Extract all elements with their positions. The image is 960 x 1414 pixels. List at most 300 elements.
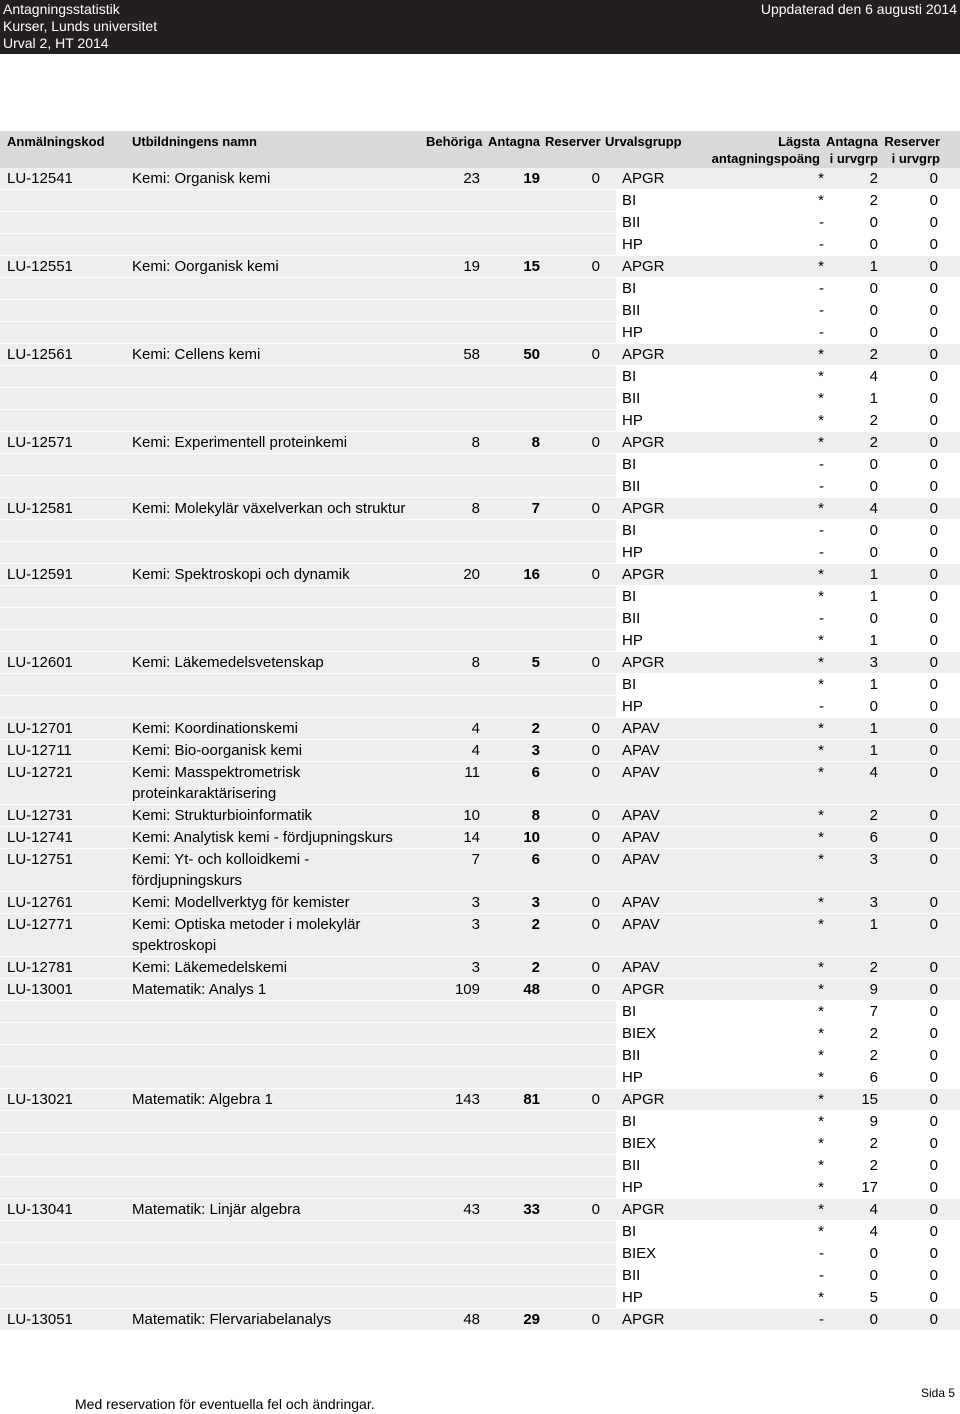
cell-admitted: 10 xyxy=(523,829,540,846)
subgroup-cell-background xyxy=(616,278,960,299)
cell-group: APGR xyxy=(622,1091,665,1108)
cell-code: LU-12731 xyxy=(7,807,73,824)
cell-group: APAV xyxy=(622,851,660,868)
cell-code: LU-12771 xyxy=(7,916,73,933)
cell-reserves-in-group: 0 xyxy=(929,1069,938,1086)
subgroup-row xyxy=(0,211,960,233)
cell-group: BII xyxy=(622,214,641,231)
cell-reserves: 0 xyxy=(591,1091,600,1108)
cell-group: BI xyxy=(622,192,637,209)
cell-group: APAV xyxy=(622,829,660,846)
cell-reserves-in-group: 0 xyxy=(929,236,938,253)
subgroup-cell-background xyxy=(616,1067,960,1088)
cell-code: LU-13021 xyxy=(7,1091,73,1108)
cell-lowest-points: * xyxy=(818,1091,824,1108)
cell-eligible: 7 xyxy=(471,851,480,868)
cell-code: LU-12721 xyxy=(7,764,73,781)
cell-reserves-in-group: 0 xyxy=(929,829,938,846)
cell-group: BI xyxy=(622,522,637,539)
cell-lowest-points: * xyxy=(818,1113,824,1130)
course-row xyxy=(0,804,960,826)
subgroup-cell-background xyxy=(616,1177,960,1198)
cell-admitted-in-group: 1 xyxy=(869,588,878,605)
cell-name: Kemi: Optiska metoder i molekylär spektroskopi xyxy=(132,916,361,954)
cell-admitted-in-group: 0 xyxy=(869,610,878,627)
cell-name: Kemi: Cellens kemi xyxy=(132,346,261,363)
subgroup-row xyxy=(0,1000,960,1022)
cell-group: APAV xyxy=(622,916,660,933)
cell-reserves: 0 xyxy=(591,346,600,363)
cell-lowest-points: * xyxy=(818,390,824,407)
col-admitted-grp-header-2: i urvgrp xyxy=(829,151,878,166)
cell-lowest-points: - xyxy=(819,1311,824,1328)
cell-lowest-points: * xyxy=(818,258,824,275)
cell-group: BII xyxy=(622,1267,641,1284)
course-row xyxy=(0,761,960,804)
cell-lowest-points: * xyxy=(818,676,824,693)
course-row xyxy=(0,651,960,673)
course-row xyxy=(0,826,960,848)
cell-reserves-in-group: 0 xyxy=(929,742,938,759)
subgroup-cell-background xyxy=(616,1243,960,1264)
cell-group: BI xyxy=(622,588,637,605)
course-row xyxy=(0,1308,960,1330)
cell-lowest-points: * xyxy=(818,851,824,868)
subgroup-cell-background xyxy=(616,1045,960,1066)
subgroup-row xyxy=(0,673,960,695)
cell-code: LU-12551 xyxy=(7,258,73,275)
cell-reserves-in-group: 0 xyxy=(929,1289,938,1306)
subgroup-row xyxy=(0,1022,960,1044)
course-row xyxy=(0,913,960,956)
cell-admitted-in-group: 0 xyxy=(869,478,878,495)
cell-admitted-in-group: 2 xyxy=(869,412,878,429)
cell-admitted-in-group: 0 xyxy=(869,1267,878,1284)
cell-reserves-in-group: 0 xyxy=(929,456,938,473)
col-name-header: Utbildningens namn xyxy=(132,134,257,149)
disclaimer: Med reservation för eventuella fel och ändringar. xyxy=(75,1396,375,1412)
cell-name: Kemi: Organisk kemi xyxy=(132,170,271,187)
cell-reserves-in-group: 0 xyxy=(929,1245,938,1262)
cell-admitted: 2 xyxy=(531,916,540,933)
cell-group: BI xyxy=(622,1113,637,1130)
cell-reserves: 0 xyxy=(591,170,600,187)
cell-reserves-in-group: 0 xyxy=(929,1223,938,1240)
cell-reserves-in-group: 0 xyxy=(929,981,938,998)
subgroup-cell-background xyxy=(616,1001,960,1022)
cell-admitted-in-group: 1 xyxy=(869,258,878,275)
cell-reserves: 0 xyxy=(591,500,600,517)
cell-admitted-in-group: 17 xyxy=(861,1179,878,1196)
subgroup-cell-background xyxy=(616,212,960,233)
cell-reserves: 0 xyxy=(591,807,600,824)
cell-admitted-in-group: 5 xyxy=(869,1289,878,1306)
cell-reserves-in-group: 0 xyxy=(929,522,938,539)
cell-lowest-points: * xyxy=(818,764,824,781)
cell-group: HP xyxy=(622,412,643,429)
subgroup-cell-background xyxy=(616,1133,960,1154)
cell-admitted-in-group: 0 xyxy=(869,1311,878,1328)
cell-reserves-in-group: 0 xyxy=(929,851,938,868)
subgroup-cell-background xyxy=(616,190,960,211)
cell-admitted: 6 xyxy=(531,851,540,868)
subgroup-row xyxy=(0,1242,960,1264)
cell-reserves-in-group: 0 xyxy=(929,434,938,451)
subgroup-cell-background xyxy=(616,630,960,651)
cell-name: Kemi: Läkemedelskemi xyxy=(132,959,288,976)
cell-reserves-in-group: 0 xyxy=(929,390,938,407)
cell-admitted-in-group: 1 xyxy=(869,676,878,693)
cell-name: Matematik: Analys 1 xyxy=(132,981,267,998)
subgroup-row xyxy=(0,453,960,475)
subgroup-row xyxy=(0,1286,960,1308)
cell-admitted-in-group: 2 xyxy=(869,434,878,451)
subgroup-row xyxy=(0,1132,960,1154)
report-subtitle: Kurser, Lunds universitet xyxy=(3,18,158,34)
cell-name: Kemi: Molekylär växelverkan och struktur xyxy=(132,500,406,517)
course-row xyxy=(0,1088,960,1110)
cell-name: Kemi: Modellverktyg för kemister xyxy=(132,894,350,911)
subgroup-cell-background xyxy=(616,1265,960,1286)
subgroup-row xyxy=(0,1066,960,1088)
cell-lowest-points: * xyxy=(818,959,824,976)
subgroup-cell-background xyxy=(616,366,960,387)
cell-group: BII xyxy=(622,390,641,407)
cell-lowest-points: * xyxy=(818,412,824,429)
cell-lowest-points: * xyxy=(818,170,824,187)
cell-lowest-points: * xyxy=(818,1179,824,1196)
cell-group: BI xyxy=(622,456,637,473)
cell-admitted: 3 xyxy=(531,742,540,759)
cell-admitted: 33 xyxy=(523,1201,540,1218)
cell-code: LU-12751 xyxy=(7,851,73,868)
cell-lowest-points: * xyxy=(818,434,824,451)
cell-admitted-in-group: 2 xyxy=(869,1157,878,1174)
subgroup-row xyxy=(0,629,960,651)
col-lowest-header-1: Lägsta xyxy=(778,134,820,149)
cell-lowest-points: * xyxy=(818,981,824,998)
cell-admitted-in-group: 1 xyxy=(869,916,878,933)
cell-group: APGR xyxy=(622,981,665,998)
col-reserves-grp-header-1: Reserver xyxy=(884,134,940,149)
cell-group: APGR xyxy=(622,434,665,451)
cell-eligible: 11 xyxy=(464,764,480,781)
cell-code: LU-12781 xyxy=(7,959,73,976)
cell-admitted-in-group: 0 xyxy=(869,1245,878,1262)
cell-eligible: 19 xyxy=(463,258,480,275)
cell-admitted-in-group: 0 xyxy=(869,324,878,341)
cell-reserves-in-group: 0 xyxy=(929,1047,938,1064)
cell-eligible: 4 xyxy=(471,742,480,759)
cell-lowest-points: * xyxy=(818,829,824,846)
cell-admitted: 3 xyxy=(531,894,540,911)
cell-admitted-in-group: 2 xyxy=(869,1025,878,1042)
cell-admitted-in-group: 4 xyxy=(869,1201,878,1218)
cell-reserves: 0 xyxy=(591,894,600,911)
cell-reserves-in-group: 0 xyxy=(929,324,938,341)
cell-group: APGR xyxy=(622,654,665,671)
cell-admitted-in-group: 1 xyxy=(869,566,878,583)
subgroup-row xyxy=(0,607,960,629)
cell-eligible: 8 xyxy=(471,654,480,671)
cell-group: BI xyxy=(622,280,637,297)
subgroup-row xyxy=(0,1264,960,1286)
cell-reserves-in-group: 0 xyxy=(929,610,938,627)
cell-reserves-in-group: 0 xyxy=(929,1267,938,1284)
cell-group: BII xyxy=(622,302,641,319)
cell-admitted-in-group: 0 xyxy=(869,456,878,473)
cell-code: LU-13041 xyxy=(7,1201,73,1218)
subgroup-cell-background xyxy=(616,388,960,409)
cell-reserves-in-group: 0 xyxy=(929,544,938,561)
col-group-header: Urvalsgrupp xyxy=(605,134,682,149)
cell-group: BII xyxy=(622,478,641,495)
cell-group: HP xyxy=(622,632,643,649)
cell-reserves: 0 xyxy=(591,258,600,275)
col-lowest-header-2: antagningspoäng xyxy=(711,151,820,166)
subgroup-row xyxy=(0,1176,960,1198)
cell-reserves-in-group: 0 xyxy=(929,1157,938,1174)
cell-reserves-in-group: 0 xyxy=(929,192,938,209)
cell-admitted: 6 xyxy=(531,764,540,781)
cell-reserves-in-group: 0 xyxy=(929,676,938,693)
cell-eligible: 109 xyxy=(454,981,480,998)
cell-code: LU-12581 xyxy=(7,500,73,517)
subgroup-cell-background xyxy=(616,1111,960,1132)
cell-group: BI xyxy=(622,676,637,693)
cell-group: APGR xyxy=(622,566,665,583)
cell-eligible: 14 xyxy=(463,829,480,846)
cell-reserves-in-group: 0 xyxy=(929,698,938,715)
subgroup-row xyxy=(0,277,960,299)
report-title: Antagningsstatistik xyxy=(3,1,120,17)
cell-reserves: 0 xyxy=(591,434,600,451)
cell-admitted: 5 xyxy=(531,654,540,671)
cell-eligible: 43 xyxy=(463,1201,480,1218)
cell-group: BIEX xyxy=(622,1245,657,1262)
cell-reserves-in-group: 0 xyxy=(929,566,938,583)
subgroup-row xyxy=(0,695,960,717)
cell-group: BIEX xyxy=(622,1135,657,1152)
cell-code: LU-12711 xyxy=(7,742,72,759)
cell-lowest-points: * xyxy=(818,1025,824,1042)
subgroup-cell-background xyxy=(616,476,960,497)
cell-lowest-points: - xyxy=(819,1267,824,1284)
subgroup-row xyxy=(0,365,960,387)
cell-reserves-in-group: 0 xyxy=(929,412,938,429)
cell-lowest-points: * xyxy=(818,916,824,933)
cell-name: Kemi: Spektroskopi och dynamik xyxy=(132,566,350,583)
cell-admitted: 8 xyxy=(531,807,540,824)
subgroup-cell-background xyxy=(616,696,960,717)
cell-admitted-in-group: 1 xyxy=(869,390,878,407)
cell-lowest-points: * xyxy=(818,1069,824,1086)
subgroup-row xyxy=(0,321,960,343)
cell-lowest-points: * xyxy=(818,500,824,517)
cell-reserves-in-group: 0 xyxy=(929,720,938,737)
cell-name: Kemi: Bio-oorganisk kemi xyxy=(132,742,303,759)
cell-group: APGR xyxy=(622,1201,665,1218)
subgroup-cell-background xyxy=(616,1023,960,1044)
cell-reserves: 0 xyxy=(591,1311,600,1328)
cell-admitted-in-group: 4 xyxy=(869,500,878,517)
cell-reserves-in-group: 0 xyxy=(929,170,938,187)
cell-reserves-in-group: 0 xyxy=(929,894,938,911)
cell-reserves-in-group: 0 xyxy=(929,764,938,781)
cell-reserves-in-group: 0 xyxy=(929,1113,938,1130)
subgroup-row xyxy=(0,1110,960,1132)
course-row xyxy=(0,343,960,365)
cell-lowest-points: * xyxy=(818,346,824,363)
cell-eligible: 10 xyxy=(463,807,480,824)
cell-code: LU-12561 xyxy=(7,346,73,363)
cell-reserves-in-group: 0 xyxy=(929,478,938,495)
cell-lowest-points: * xyxy=(818,1223,824,1240)
cell-admitted-in-group: 6 xyxy=(869,1069,878,1086)
course-row xyxy=(0,739,960,761)
cell-reserves-in-group: 0 xyxy=(929,302,938,319)
cell-reserves-in-group: 0 xyxy=(929,654,938,671)
cell-eligible: 20 xyxy=(463,566,480,583)
cell-reserves-in-group: 0 xyxy=(929,258,938,275)
cell-group: APGR xyxy=(622,500,665,517)
course-row xyxy=(0,956,960,978)
cell-name: Kemi: Analytisk kemi - fördjupningskurs xyxy=(132,829,393,846)
cell-admitted-in-group: 0 xyxy=(869,698,878,715)
subgroup-cell-background xyxy=(616,300,960,321)
cell-code: LU-12741 xyxy=(7,829,73,846)
cell-admitted-in-group: 0 xyxy=(869,236,878,253)
cell-lowest-points: * xyxy=(818,632,824,649)
cell-group: BII xyxy=(622,1157,641,1174)
cell-reserves-in-group: 0 xyxy=(929,1311,938,1328)
course-row xyxy=(0,717,960,739)
cell-name: Kemi: Läkemedelsvetenskap xyxy=(132,654,324,671)
subgroup-row xyxy=(0,585,960,607)
report-round: Urval 2, HT 2014 xyxy=(3,35,109,51)
cell-group: APGR xyxy=(622,170,665,187)
course-row xyxy=(0,891,960,913)
cell-group: APAV xyxy=(622,764,660,781)
cell-eligible: 8 xyxy=(471,434,480,451)
cell-admitted-in-group: 6 xyxy=(869,829,878,846)
cell-admitted: 7 xyxy=(531,500,540,517)
cell-admitted-in-group: 2 xyxy=(869,959,878,976)
cell-code: LU-12601 xyxy=(7,654,73,671)
cell-lowest-points: - xyxy=(819,236,824,253)
cell-admitted-in-group: 0 xyxy=(869,302,878,319)
cell-group: BII xyxy=(622,610,641,627)
cell-lowest-points: * xyxy=(818,1003,824,1020)
cell-admitted-in-group: 2 xyxy=(869,170,878,187)
cell-code: LU-13051 xyxy=(7,1311,73,1328)
cell-group: APAV xyxy=(622,959,660,976)
report-header-bar xyxy=(0,0,960,54)
subgroup-cell-background xyxy=(616,674,960,695)
cell-lowest-points: * xyxy=(818,1157,824,1174)
cell-admitted: 19 xyxy=(523,170,540,187)
cell-admitted: 29 xyxy=(523,1311,540,1328)
cell-admitted-in-group: 2 xyxy=(869,1047,878,1064)
cell-code: LU-12761 xyxy=(7,894,73,911)
cell-reserves-in-group: 0 xyxy=(929,1003,938,1020)
cell-lowest-points: * xyxy=(818,566,824,583)
cell-group: APGR xyxy=(622,346,665,363)
cell-group: BII xyxy=(622,1047,641,1064)
cell-admitted-in-group: 2 xyxy=(869,807,878,824)
subgroup-row xyxy=(0,475,960,497)
cell-name: Matematik: Flervariabelanalys xyxy=(132,1311,332,1328)
cell-reserves-in-group: 0 xyxy=(929,1091,938,1108)
cell-name: Kemi: Koordinationskemi xyxy=(132,720,298,737)
cell-group: HP xyxy=(622,1069,643,1086)
cell-code: LU-13001 xyxy=(7,981,73,998)
cell-lowest-points: - xyxy=(819,1245,824,1262)
course-row xyxy=(0,1198,960,1220)
cell-code: LU-12591 xyxy=(7,566,73,583)
cell-lowest-points: * xyxy=(818,807,824,824)
subgroup-cell-background xyxy=(616,542,960,563)
cell-admitted-in-group: 0 xyxy=(869,544,878,561)
cell-group: BI xyxy=(622,368,637,385)
cell-lowest-points: * xyxy=(818,720,824,737)
cell-admitted: 2 xyxy=(531,720,540,737)
cell-admitted-in-group: 7 xyxy=(869,1003,878,1020)
col-reserves-header: Reserver xyxy=(545,134,601,149)
cell-name: Kemi: Experimentell proteinkemi xyxy=(132,434,348,451)
cell-admitted-in-group: 4 xyxy=(869,764,878,781)
col-eligible-header: Behöriga xyxy=(426,134,483,149)
cell-admitted-in-group: 1 xyxy=(869,742,878,759)
cell-admitted-in-group: 3 xyxy=(869,894,878,911)
cell-admitted-in-group: 2 xyxy=(869,192,878,209)
cell-name: Kemi: Yt- och kolloidkemi - fördjupningskurs xyxy=(132,851,310,889)
cell-admitted: 81 xyxy=(523,1091,540,1108)
cell-group: BIEX xyxy=(622,1025,657,1042)
cell-admitted-in-group: 15 xyxy=(861,1091,878,1108)
cell-lowest-points: - xyxy=(819,214,824,231)
cell-admitted-in-group: 9 xyxy=(869,981,878,998)
course-row xyxy=(0,431,960,453)
subgroup-cell-background xyxy=(616,234,960,255)
cell-group: APAV xyxy=(622,720,660,737)
cell-lowest-points: - xyxy=(819,522,824,539)
cell-reserves: 0 xyxy=(591,916,600,933)
cell-lowest-points: * xyxy=(818,1289,824,1306)
cell-eligible: 4 xyxy=(471,720,480,737)
cell-admitted: 2 xyxy=(531,959,540,976)
cell-reserves-in-group: 0 xyxy=(929,500,938,517)
cell-group: BI xyxy=(622,1223,637,1240)
cell-admitted-in-group: 0 xyxy=(869,214,878,231)
cell-code: LU-12541 xyxy=(7,170,73,187)
col-admitted-header: Antagna xyxy=(488,134,540,149)
cell-reserves: 0 xyxy=(591,764,600,781)
cell-reserves-in-group: 0 xyxy=(929,346,938,363)
col-admitted-grp-header-1: Antagna xyxy=(826,134,878,149)
cell-reserves: 0 xyxy=(591,742,600,759)
cell-group: APGR xyxy=(622,1311,665,1328)
cell-eligible: 3 xyxy=(471,959,480,976)
cell-eligible: 143 xyxy=(454,1091,480,1108)
cell-lowest-points: * xyxy=(818,1047,824,1064)
cell-reserves-in-group: 0 xyxy=(929,588,938,605)
cell-lowest-points: * xyxy=(818,654,824,671)
subgroup-cell-background xyxy=(616,608,960,629)
cell-lowest-points: * xyxy=(818,1201,824,1218)
cell-reserves-in-group: 0 xyxy=(929,1135,938,1152)
subgroup-row xyxy=(0,409,960,431)
